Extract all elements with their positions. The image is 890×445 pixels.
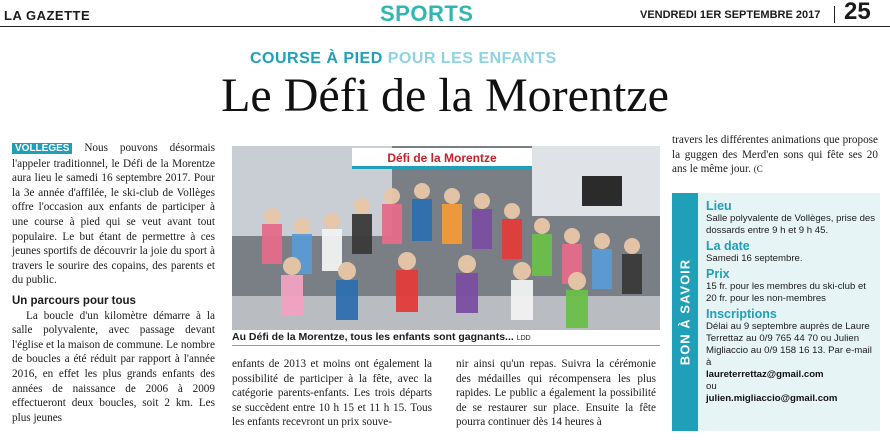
header-divider (834, 6, 835, 23)
info-box-content (706, 197, 878, 405)
info-box-band (672, 193, 698, 431)
caption-rule (232, 345, 660, 346)
column-3-text: nir ainsi qu'un repas. Suivra la cérémonie des médailles qui récompensera les plus rapides. Le public a également la possibilité de se restaurer sur place. Ensuite la fête pourra continuer dès 14 heures à (456, 358, 656, 429)
article-kicker (250, 50, 557, 68)
info-box-title: BON À SAVOIR (677, 258, 693, 366)
article-column-2 (232, 357, 432, 430)
article-photo (232, 146, 660, 330)
info-text-date: Samedi 16 septembre. (706, 253, 803, 264)
page-header (0, 0, 890, 26)
column-1-paragraph-1: Nous pouvons désormais l'appeler traditionnel, le Défi de la Morentze aura lieu le samedi 16 septembre 2017. Pour la 3e année d'affilée, le ski-club de Vollèges offre l'occasion aux enfants de participer à une course à pied qui se veut avant tout populaire. Le but étant de permettre à ces jeunes sportifs de découvrir la joie du sport à travers le sourire des copains, des parents et du public. (12, 142, 216, 287)
kicker-part-2: POUR LES ENFANTS (387, 50, 557, 67)
info-text-registration: Délai au 9 septembre auprès de Laure Terrettaz au 0/9 765 44 70 ou Julien Migliaccio au 0/9 158 16 13. Par e-mail à (706, 321, 872, 368)
section-title: SPORTS (380, 1, 474, 26)
article-column-3 (456, 357, 656, 430)
column-2-text: enfants de 2013 et moins ont également la possibilité de participer à la fête, avec la catégorie parents-enfants. Les trois départs se succèdent entre 10 h 15 et 11 h 15. Tous les enfants recevront un prix souve- (232, 358, 432, 429)
info-heading-date: La date (706, 239, 750, 253)
article-column-1 (12, 141, 215, 425)
photo-banner-text: Défi de la Morentze (387, 151, 497, 165)
column-4-text: travers les différentes animations que propose la guggen des Merd'en sons qui fête ses 20 ans le même jour. (672, 134, 878, 176)
children-group-photo (232, 146, 660, 330)
photo-credit: LDD (516, 335, 531, 342)
article-headline: Le Défi de la Morentze (221, 69, 669, 122)
masthead: LA GAZETTE (4, 8, 91, 23)
header-rule (0, 26, 890, 27)
article-column-4 (672, 133, 878, 177)
location-badge: VOLLÈGES (12, 143, 72, 154)
email-separator: ou (706, 381, 717, 392)
info-heading-location: Lieu (706, 199, 732, 213)
info-heading-registration: Inscriptions (706, 307, 777, 321)
column-1-paragraph-2: La boucle d'un kilomètre démarre à la salle polyvalente, avec passage devant l'église et la maison de commune. Le nombre de boucles a été réduit par rapport à l'année 2016, en effet les plus grands enfants des années de naissance de 2006 à 2009 effectueront deux boucles, soit 2 km. Les plus jeunes (12, 309, 215, 424)
column-4-end: (C (753, 164, 763, 175)
email-link-laure[interactable]: laureterrettaz@gmail.com (706, 369, 824, 380)
issue-date: VENDREDI 1ER SEPTEMBRE 2017 (640, 9, 821, 21)
article-subhead: Un parcours pour tous (12, 294, 136, 307)
email-link-julien[interactable]: julien.migliaccio@gmail.com (706, 393, 838, 404)
kicker-part-1: COURSE À PIED (250, 50, 383, 67)
photo-caption (232, 331, 660, 345)
info-text-location: Salle polyvalente de Vollèges, prise des dossards entre 9 h et 9 h 45. (706, 213, 876, 236)
page-number: 25 (844, 0, 871, 25)
info-box (672, 193, 880, 431)
info-heading-price: Prix (706, 267, 730, 281)
caption-text: Au Défi de la Morentze, tous les enfants sont gagnants... (232, 331, 514, 343)
info-text-price: 15 fr. pour les membres du ski-club et 20 fr. pour les non-membres (706, 281, 866, 304)
